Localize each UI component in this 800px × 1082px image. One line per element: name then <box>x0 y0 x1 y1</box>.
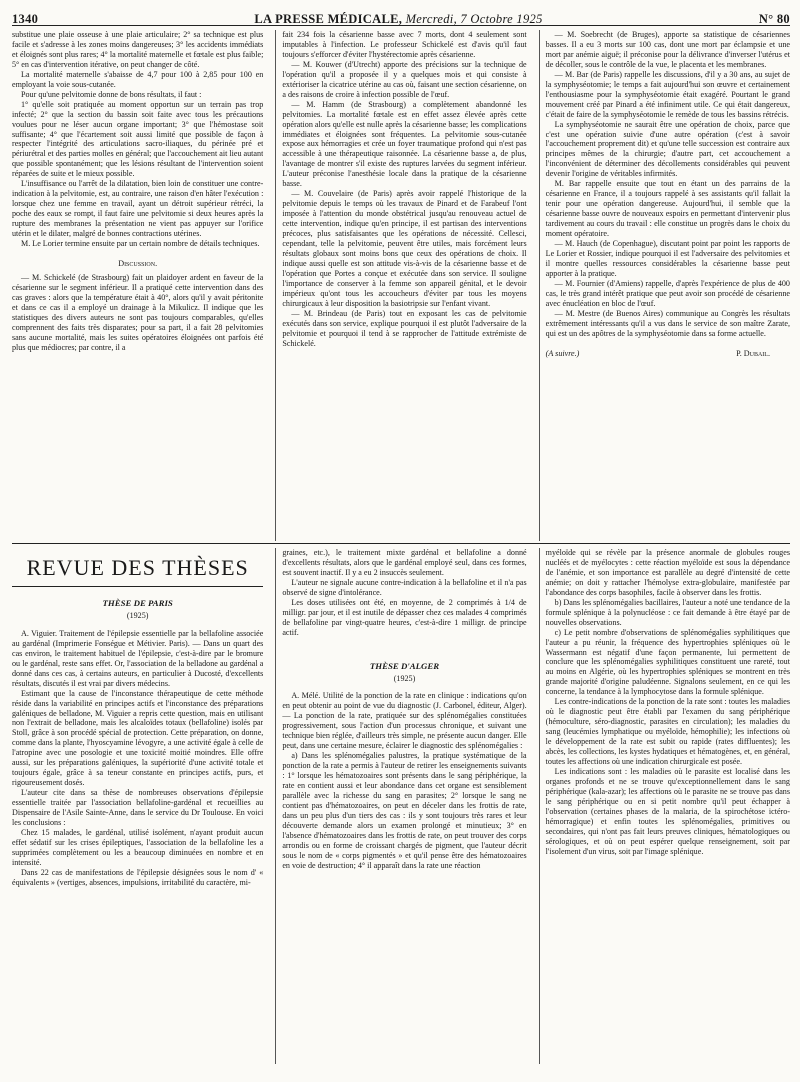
paragraph: Estimant que la cause de l'inconstance thérapeutique de cette méthode réside dans la variabilité en principes actifs et l'inconstance des préparations galéniques de belladone, M. Viguier a repris cette question, mais en utilisant non l'extrait de belladone, mais les alcaloïdes totaux (bellafoline) isolés par Stoll, grâce à son procédé spécial de protection. Cette préparation, on donne, comme dans la plante, l'hyoscyamine lévogyre, a une activité égale à celle de l'atropine avec une posologie et une toxicité moitié moindres. Elle offre aussi, sur les préparations galéniques, la supériorité d'une activité totale et toujours égale, grâce à sa teneur constante en principes actifs, purs, et rigoureusement dosés. <box>12 688 264 788</box>
top-column-1 <box>12 30 263 541</box>
paragraph: — M. Hamm (de Strasbourg) a complètement abandonné les pelvitomies. La mortalité fœtale est en effet assez élevée après cette opération alors qu'elle est nulle après la césarienne basse; les complications immédiates et éloignées sont fréquentes. La pelvitomie sous-cutanée expose aux hémorragies et crée un foyer traumatique profond qui n'est pas accessible à une thérapeutique raisonnée. La césarienne basse a, de plus, l'avantage de montrer s'il existe des ruptures larvées du segment inférieur. L'auteur préconise l'anesthésie locale dans la pratique de la césarienne basse. <box>282 99 527 189</box>
paragraph: — M. Soebrecht (de Bruges), apporte sa statistique de césariennes basses. Il a eu 3 morts sur 100 cas, dont une mort par éclampsie et une mort par anémie aiguë; il préconise pour la délivrance d'inverser l'utérus et de décoller, sous le contrôle de la vue, le placenta et les membranes. <box>545 30 790 69</box>
paragraph: La mortalité maternelle s'abaisse de 4,7 pour 100 à 2,85 pour 100 en employant la voie sous-cutanée. <box>12 69 264 89</box>
paragraph: L'auteur cite dans sa thèse de nombreuses observations d'épilepsie essentielle traitée par l'association bellafoline-gardénal et recueillies au Dispensaire de l'Asile Sainte-Anne, dans le service du Dr Toulouse. En voici les conclusions : <box>12 788 264 828</box>
congress-report-section <box>12 26 790 541</box>
paragraph: substitue une plaie osseuse à une plaie articulaire; 2° sa technique est plus facile et s'adresse à les zones moins dangereuses; 3° les accidents immédiats et éloignés sont plus rares; 4° la mortalité maternelle et fœtale est plus faible; 5° en cas d'intervention itérative, on peut changer de côté. <box>12 30 264 69</box>
thesis-year-paris: (1925) <box>126 610 149 620</box>
paragraph: Dans 22 cas de manifestations de l'épilepsie désignées sous le nom d' « équivalents » (vertiges, absences, impulsions, irritabilité du caractère, mi- <box>12 867 264 887</box>
paragraph: A. Viguier. Traitement de l'épilepsie essentielle par la bellafoline associée au gardénal (Imprimerie Fonségue et Métivier. Paris). — Dans un quart des cas environ, le traitement habituel de l'épilepsie, c'est-à-dire par le bromure ou le gardénal, reste sans effet. Or, l'association de la belladone au gardénal a donné dans ces cas, à certains auteurs, en particulier à Ducosté, d'excellents résultats, discutés il est vrai par divers médecins. <box>12 628 264 688</box>
thesis-year-alger: (1925) <box>393 673 416 683</box>
paragraph: — M. Schickelé (de Strasbourg) fait un plaidoyer ardent en faveur de la césarienne sur le segment inférieur. Il a pratiqué cette intervention dans des cas graves : alors que la température était à 40°, alors qu'il y avait péritonite et dans ce cas il a employé un drainage à la Mikulicz. Il indique que les statistiques des divers auteurs ne sont pas toujours comparables, qu'elles comprennent des faits très disparates; pour sa part, il a fait 28 pelvitomies sans aucune mortalité, mais les suites opératoires éloignées ont parfois été plus que médiocres; par contre, il a <box>12 272 264 352</box>
paragraph: c) Le petit nombre d'observations de splénomégalies syphilitiques que l'auteur a pu réunir, la fréquence des hypertrophies spléniques où le Wassermann est négatif d'une façon permanente, lui permettent de conclure que les splénomégalies syphilitiques constituent une rareté, tout au moins en Algérie, où les hypertrophies spléniques se montrent en très grande majorité d'origine paludéenne. Signalons seulement, en ce qui les concerne, la tendance à la lymphocytose dans la formule splénique. <box>545 627 790 697</box>
paragraph: 1° qu'elle soit pratiquée au moment opportun sur un terrain pas trop infecté; 2° que la section du bassin soit faite avec tous les précautions voulues pour ne léser aucun organe important; 3° que l'hémostase soit suffisante; 4° que l'écartement soit aussi limité que possible de façon à respecter l'intégrité des articulations sacro-iliaques, du périnée pré et périurétral et des parties molles en général; que l'accouchement ait lieu autant que possible spontanément; que les lésions résultant de l'intervention soient réparées de suite et le mieux possible. <box>12 99 264 179</box>
paragraph: Chez 15 malades, le gardénal, utilisé isolément, n'ayant produit aucun effet sédatif sur les crises épileptiques, l'association de la bellafoline les a supprimées complètement ou les a beaucoup diminuées en nombre et en intensité. <box>12 827 264 867</box>
paragraph: myéloïde qui se révèle par la présence anormale de globules rouges nucléés et de myélocytes : cette réaction myéloïde est sous la dépendance de l'anémie, et son importance est parallèle au degré d'intensité de cette anémie; on doit y rattacher l'hémolyse extra-globulaire, manifestée par l'abondance des corps basophiles, facile à observer dans les frottis. <box>545 548 790 597</box>
thesis-review-section <box>12 544 790 1064</box>
author-signature: P. Dubail. <box>736 348 770 358</box>
paragraph: M. Bar rappelle ensuite que tout en étant un des parrains de la césarienne en France, il a toujours rappelé à ses assistants qu'il fallait la tenir pour une opération dangereuse. Aujourd'hui, il semble que la césarienne basse ouvre de nouveaux espoirs en permettant d'intervenir plus tardivement au cours du travail : elle constitue un progrès dans le choix du moment opératoire. <box>545 179 790 239</box>
discussion-heading: Discussion. <box>118 258 158 268</box>
paragraph: a) Dans les splénomégalies palustres, la pratique systématique de la ponction de la rate a permis à l'auteur de retirer les enseignements suivants : 1° lorsque les hématozoaires sont présents dans le sang périphérique, la rate en contient aussi et leur abondance dans cet organe est sensiblement parallèle avec la richesse du sang en parasites; 2° lorsque le sang ne contient pas d'hématozoaires, on peut en déceler dans les frottis de rate, dans un peu plus d'un tiers des cas : ils y sont toujours très rares et leur découverte demande alors un examen prolongé et minutieux; 3° en l'absence d'hématozoaires dans les frottis de rate, on peut trouver des corps arrondis ou en forme de croissant chargés de pigment, que l'auteur décrit sous le nom de « corps pigmentés » et qu'il pense être des hématozoaires en voie de destruction; 4° il apparaît dans la rate une réaction <box>282 751 527 870</box>
journal-title-line <box>254 12 542 27</box>
paragraph: — M. Hauch (de Copenhague), discutant point par point les rapports de Le Lorier et Rossier, indique pourquoi il est l'adversaire des pelvitomies et il montre quelles ressources considérables la césarienne basse peut apporter à la pratique. <box>545 239 790 278</box>
issue-date: Mercredi, 7 Octobre 1925 <box>405 12 543 26</box>
paragraph: Les contre-indications de la ponction de la rate sont : toutes les maladies où le diagnostic peut être établi par l'examen du sang périphérique (hémoculture, séro-diagnostic, parasites en circulation); les maladies du sang (leucémies lymphatique ou myéloïde, hémophilie); les infections où le développement de la rate est subit ou rapide (rates diffluentes); les abcès, les collections, les kystes hydatiques et hématogènes, et, en général, toutes les affections où une indication chirurgicale est posée. <box>545 697 790 767</box>
paragraph: — M. Fournier (d'Amiens) rappelle, d'après l'expérience de plus de 400 cas, le très grand intérêt pratique que peut avoir son procédé de césarienne avec énucléation en bloc de l'œuf. <box>545 278 790 308</box>
bottom-column-3 <box>539 548 790 1064</box>
journal-name: LA PRESSE MÉDICALE, <box>254 12 403 26</box>
bottom-column-1 <box>12 548 263 1064</box>
paragraph: M. Le Lorier termine ensuite par un certain nombre de détails techniques. <box>21 239 260 249</box>
thesis-heading-paris: THÈSE DE PARIS <box>102 598 173 608</box>
paragraph: — M. Mestre (de Buenos Aires) communique au Congrès les résultats extrêmement intéressants qu'il a vus dans le service de son maître Zarate, qui est un des apôtres de la symphyséotomie dans sa forme actuelle. <box>545 308 790 338</box>
paragraph: graines, etc.), le traitement mixte gardénal et bellafoline a donné d'excellents résultats, alors que le gardénal employé seul, dans ces formes, est souvent inactif. Il y a eu 2 insuccès seulement. <box>282 548 527 577</box>
paragraph: Pour qu'une pelvitomie donne de bons résultats, il faut : <box>21 89 202 99</box>
thesis-heading-alger: THÈSE D'ALGER <box>369 660 440 671</box>
bottom-column-2 <box>275 548 526 1064</box>
paragraph: — M. Couvelaire (de Paris) après avoir rappelé l'historique de la pelvitomie depuis le temps où les travaux de Pinard et de Farabeuf l'ont imposée à l'attention du monde obstétrical jusqu'au renouveau actuel de cette intervention, indique qu'en principe, il est partisan des interventions précoces, plus satisfaisantes que les opérations de nécessité. Cellesci, cependant, telle la pelvitomie, peuvent être utiles, mais forcément leurs résultats globaux sont moins bons que ceux des opérations de choix. Il indique aussi quelle est son attitude vis-à-vis de la césarienne basse et de l'opération que Portes a conçue et exécutée dans son service. Il souligne l'importance de conserver à la femme son appareil génital, et le devoir impérieux qu'ont tous les accoucheurs d'éviter par tous les moyens chirurgicaux à leur disposition la basiotripsie sur l'enfant vivant. <box>282 189 527 308</box>
paragraph: — M. Brindeau (de Paris) tout en exposant les cas de pelvitomie exécutés dans son service, explique pourquoi il est plutôt l'adversaire de la pelvitomie et pourquoi il tend à se rapprocher de l'attitude extrémiste de Schickelé. <box>282 308 527 348</box>
issue-number: N° 80 <box>758 12 790 26</box>
paragraph: b) Dans les splénomégalies bacillaires, l'auteur a noté une tendance de la formule splénique à la polynucléose : ce fait demande à être étayé par de nouvelles observations. <box>545 597 790 627</box>
paragraph: Les indications sont : les maladies où le parasite est localisé dans les organes profonds et ne se trouve qu'exceptionnellement dans le sang périphérique (kala-azar); les affections où le parasite ne se trouve pas dans le sang périphérique ou en si petit nombre qu'il peut échapper à l'observation (certaines phases de la malaria, de la spirochétose ictéro-hémorragique) et enfin toutes les splénomégalies, primitives ou secondaires, qui n'ont pas fait leurs preuves cliniques, hématologiques ou sérologiques, et où on peut espérer quelque renseignement, soit par l'isolement d'un virus, soit par l'image splénique. <box>545 766 790 856</box>
article-signature <box>546 349 790 359</box>
page-header <box>12 0 790 26</box>
paragraph: L'auteur ne signale aucune contre-indication à la bellafoline et il n'a pas observé de signe d'intolérance. <box>282 577 527 597</box>
paragraph: — M. Bar (de Paris) rappelle les discussions, d'il y a 30 ans, au sujet de la symphyséotomie; le temps a fait aujourd'hui son œuvre et certainement l'enthousiasme pour la symphyséotomie était exagéré. Pourtant le grand mouvement créé par Pinard a été infiniment utile. Ce qui était dangereux, c'était de faire de la symphyséotomie le remède de tous les bassins rétrécis. <box>545 69 790 119</box>
paragraph: fait 234 fois la césarienne basse avec 7 morts, dont 4 seulement sont imputables à l'infection. Le professeur Schickelé est d'avis qu'il faut toujours s'efforcer d'éviter l'hystérectomie après césarienne. <box>282 30 527 59</box>
paragraph: L'insuffisance ou l'arrêt de la dilatation, bien loin de constituer une contre-indication à la pelvitomie, est, au contraire, une raison d'en hâter l'exécution : lorsque chez une femme en travail, ayant un détroit supérieur rétréci, la poche des eaux se rompt, il faut faire une pelvitomie si deux heures après la rupture des membranes la présentation ne vient pas appuyer sur l'orifice utérin et le dilater, malgré de bonnes contractions utérines. <box>12 179 264 239</box>
paragraph: Les doses utilisées ont été, en moyenne, de 2 comprimés à 1/4 de milligr. par jour, et il est inutile de dépasser chez ces malades 4 comprimés de bellafoline par vingt-quatre heures, c'est-à-dire 1 milligr. de principe actif. <box>282 597 527 637</box>
paragraph: A. Mélé. Utilité de la ponction de la rate en clinique : indications qu'on en peut obtenir au point de vue du diagnostic (J. Carbonel, éditeur, Alger). — La ponction de la rate, pratiquée sur des splénomégalies constituées progressivement, sous l'action d'un processus chronique, et suivant une technique bien réglée, d'ailleurs très simple, ne présente aucun danger. Elle peut, dans une certaine mesure, éclairer le diagnostic des splénomégalies : <box>282 691 527 751</box>
paragraph: La symphyséotomie ne saurait être une opération de choix, parce que c'est une opération suivie d'une autre opération (c'est à savoir l'accouchement proprement dit) et qu'une telle succession est contraire aux principes mêmes de la chirurgie; d'autre part, cet accouchement a l'inconvénient de déterminer des décollements considérables qui peuvent devenir l'origine de véritables infirmités. <box>545 119 790 179</box>
paragraph: — M. Kouwer (d'Utrecht) apporte des précisions sur la technique de l'opération qu'il a proposée il y a quelques mois et qui consiste à extérioriser la cicatrice utérine au cas où, faisant une section césarienne, on a des raisons de croire à infection possible de l'œuf. <box>282 59 527 99</box>
top-column-2 <box>275 30 526 541</box>
section-title: REVUE DES THÈSES <box>12 556 263 587</box>
to-be-continued: (A suivre.) <box>545 348 580 358</box>
page-number: 1340 <box>12 12 39 26</box>
top-column-3 <box>539 30 790 541</box>
